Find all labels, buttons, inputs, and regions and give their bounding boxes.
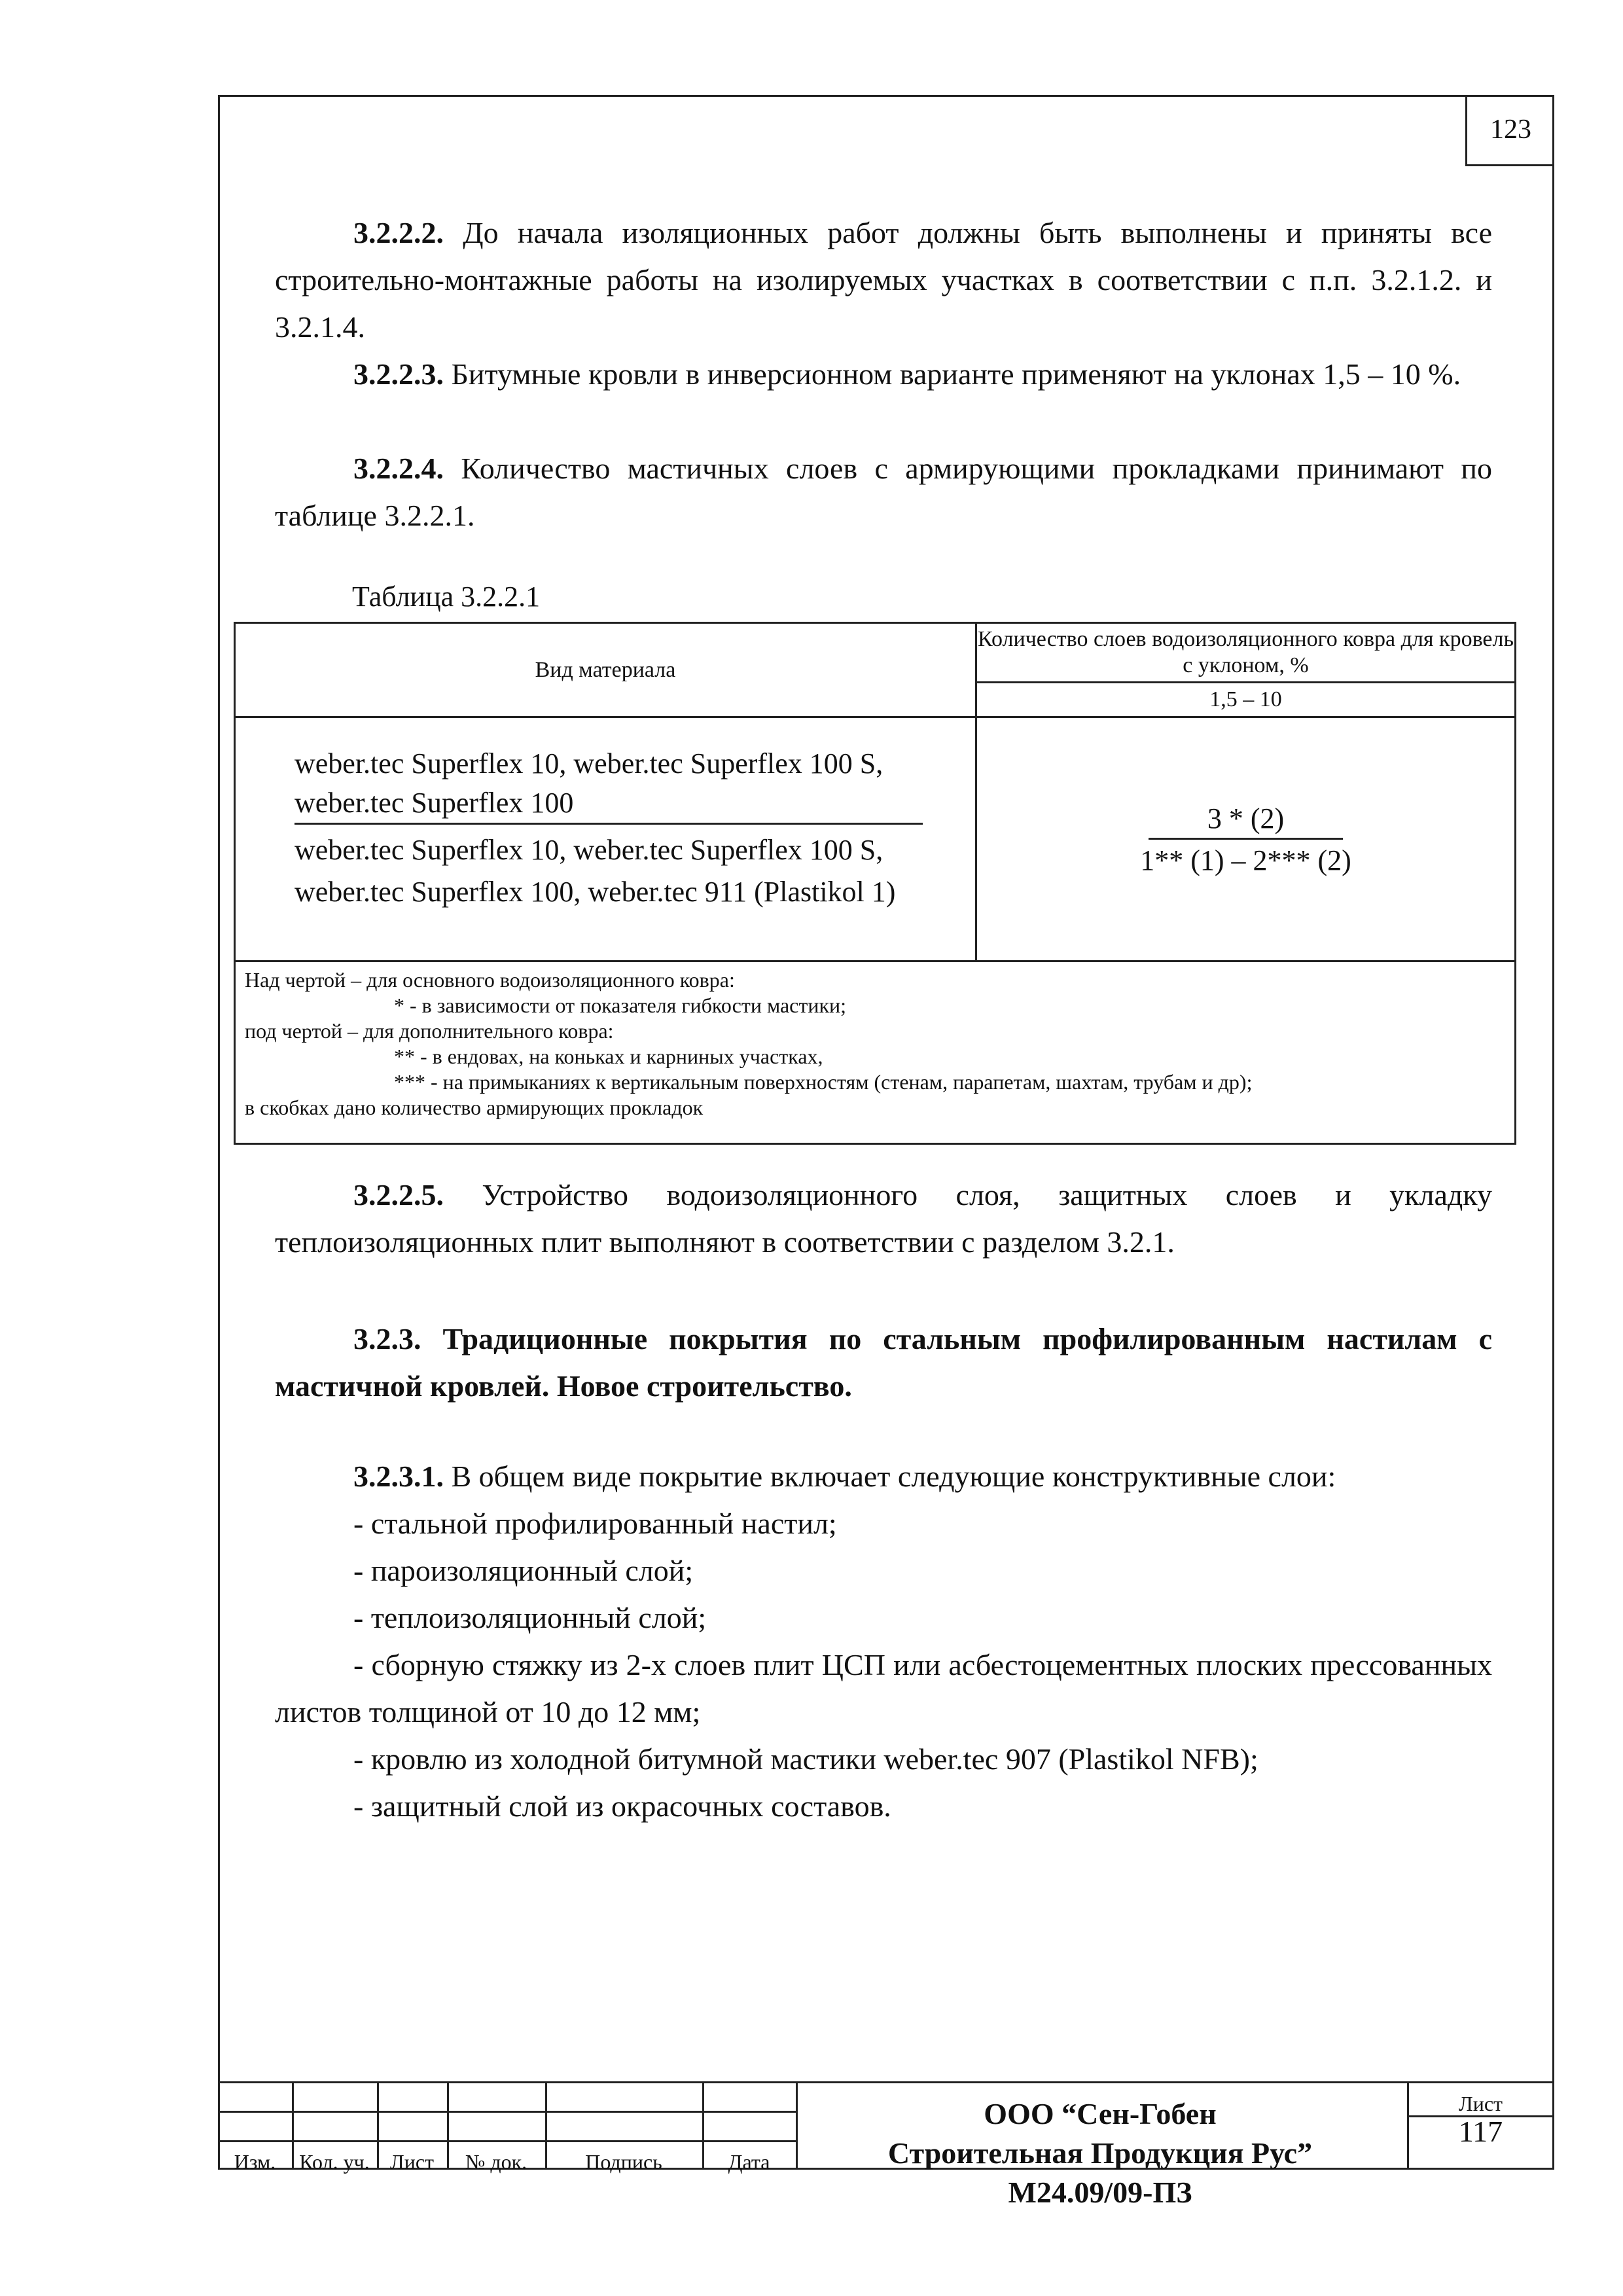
- list-item: - кровлю из холодной битумной мастики weber.tec 907 (Plastikol NFB);: [353, 1742, 1258, 1776]
- list-item: - защитный слой из окрасочных составов.: [353, 1789, 891, 1823]
- col-list: Лист: [389, 2150, 434, 2174]
- col-izm: Изм.: [234, 2150, 276, 2174]
- org-line: ООО “Сен-Гобен: [984, 2097, 1217, 2130]
- header-layers: Количество слоев водоизоляционного ковра для кровель с уклоном, %: [976, 623, 1516, 683]
- tb-row-line: [218, 2111, 796, 2113]
- note-line: * - в зависимости от показателя гибкости мастики;: [394, 994, 847, 1017]
- paragraph-3-2-2-3: [275, 351, 1492, 398]
- table-notes: [235, 961, 1516, 1144]
- note-line: под чертой – для дополнительного ковра:: [245, 1019, 614, 1043]
- col-date: Дата: [728, 2150, 770, 2174]
- paragraph-3-2-3-1: [275, 1453, 1492, 1500]
- material-cell: [235, 717, 976, 961]
- layers-value-cell: [976, 717, 1516, 961]
- paragraph-3-2-2-5: [275, 1172, 1492, 1266]
- org-line: Строительная Продукция Рус”: [887, 2136, 1313, 2170]
- sheet-label: Лист: [1458, 2092, 1503, 2115]
- list-item: - пароизоляционный слой;: [353, 1554, 694, 1587]
- paragraph-3-2-2-2: [275, 209, 1492, 351]
- col-doc: № док.: [465, 2150, 527, 2174]
- note-line: ** - в ендовах, на коньках и карниных участках,: [394, 1045, 823, 1068]
- material-bottom: [294, 829, 949, 913]
- document-code: М24.09/09-ПЗ: [1008, 2176, 1192, 2209]
- paragraph-text: Количество мастичных слоев с армирующими прокладками принимают по таблице 3.2.2.1.: [275, 452, 1492, 532]
- paragraph-text: До начала изоляционных работ должны быть выполнены и приняты все строительно-монтажные работы на изолируемых участках в соответствии с п.п. 3.2.1.2. и 3.2.1.4.: [275, 216, 1492, 344]
- col-sign: Подпись: [585, 2150, 662, 2174]
- header-slope: 1,5 – 10: [976, 683, 1516, 717]
- tb-top-line: [218, 2081, 1554, 2083]
- col-kol: Кол. уч.: [299, 2150, 370, 2174]
- paragraph-number: 3.2.2.4.: [353, 452, 444, 485]
- note-line: Над чертой – для основного водоизоляционного ковра:: [245, 968, 735, 992]
- list-item: - теплоизоляционный слой;: [353, 1601, 707, 1634]
- page-number: 123: [1465, 95, 1554, 166]
- paragraph-text: Битумные кровли в инверсионном варианте применяют на уклонах 1,5 – 10 %.: [444, 357, 1461, 391]
- organization-block: [796, 2094, 1404, 2212]
- paragraph-number: 3.2.2.5.: [353, 1178, 444, 1211]
- tb-row-line: [218, 2140, 796, 2142]
- note-line: *** - на примыканиях к вертикальным поверхностям (стенам, парапетам, шахтам, трубам и др);: [394, 1070, 1253, 1094]
- section-heading-text: 3.2.3. Традиционные покрытия по стальным профилированным настилам с мастичной кровлей. Новое строительство.: [275, 1322, 1492, 1403]
- sheet-number: 117: [1458, 2115, 1503, 2148]
- list-item: - стальной профилированный настил;: [353, 1507, 837, 1540]
- paragraph-3-2-2-4: [275, 445, 1492, 539]
- paragraph-number: 3.2.2.3.: [353, 357, 444, 391]
- material-bottom-line2: weber.tec Superflex 100, weber.tec 911 (Plastikol 1): [294, 876, 896, 908]
- section-heading-3-2-3: [275, 1316, 1492, 1410]
- header-material: Вид материала: [235, 623, 976, 717]
- material-top: [294, 744, 949, 825]
- layers-table: [234, 622, 1516, 1145]
- material-bottom-line1: weber.tec Superflex 10, weber.tec Superflex 100 S,: [294, 834, 883, 866]
- paragraph-text: Устройство водоизоляционного слоя, защитных слоев и укладку теплоизоляционных плит выполняют в соответствии с разделом 3.2.1.: [275, 1178, 1492, 1259]
- material-top-line2: weber.tec Superflex 100: [294, 783, 923, 825]
- paragraph-text: В общем виде покрытие включает следующие конструктивные слои:: [444, 1460, 1336, 1493]
- value-top: 3 * (2): [1149, 802, 1343, 840]
- list-item: - сборную стяжку из 2-х слоев плит ЦСП или асбестоцементных плоских прессованных листов толщиной от 10 до 12 мм;: [275, 1648, 1492, 1729]
- paragraph-number: 3.2.3.1.: [353, 1460, 444, 1493]
- table-caption: Таблица 3.2.2.1: [352, 581, 541, 613]
- value-bottom: 1** (1) – 2*** (2): [1140, 844, 1351, 876]
- paragraph-number: 3.2.2.2.: [353, 216, 444, 249]
- material-top-line1: weber.tec Superflex 10, weber.tec Superflex 100 S,: [294, 747, 883, 780]
- note-line: в скобках дано количество армирующих прокладок: [245, 1096, 704, 1119]
